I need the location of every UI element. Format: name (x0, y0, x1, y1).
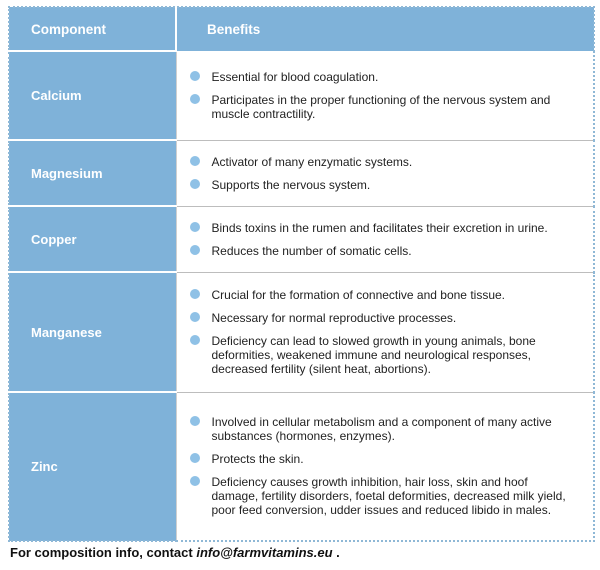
benefits-cell (176, 206, 594, 272)
table-row (9, 392, 594, 541)
footer-suffix: . (336, 545, 340, 560)
benefits-list (177, 221, 576, 258)
bullet-dot-icon (190, 416, 200, 426)
contact-footer (10, 545, 340, 560)
bullet-dot-icon (190, 71, 200, 81)
benefits-cell (176, 392, 594, 541)
benefit-item (177, 415, 576, 443)
benefit-item (177, 244, 576, 258)
benefit-item (177, 178, 576, 192)
benefits-cell (176, 51, 594, 140)
bullet-dot-icon (190, 156, 200, 166)
component-name: Calcium (9, 51, 176, 140)
benefit-text: Reduces the number of somatic cells. (211, 243, 412, 258)
benefits-list (177, 288, 576, 376)
benefit-text: Crucial for the formation of connective and bone tissue. (211, 288, 505, 302)
bullet-dot-icon (190, 335, 200, 345)
benefit-text: Supports the nervous system. (211, 177, 371, 192)
benefit-text: Binds toxins in the rumen and facilitates their excretion in urine. (211, 220, 548, 235)
bullet-dot-icon (190, 476, 200, 486)
benefit-item (177, 452, 576, 466)
contact-email[interactable]: info@farmvitamins.eu (196, 545, 333, 560)
table-header-row (9, 7, 594, 51)
benefits-cell (176, 272, 594, 392)
benefit-item (177, 475, 576, 517)
bullet-dot-icon (190, 289, 200, 299)
bullet-dot-icon (190, 312, 200, 322)
benefit-item (177, 221, 576, 235)
component-name: Manganese (9, 272, 176, 392)
component-name: Magnesium (9, 140, 176, 206)
benefit-text: Protects the skin. (211, 452, 304, 467)
benefit-text: Participates in the proper functioning of the nervous system and muscle contractility. (211, 93, 551, 121)
benefits-list (177, 155, 576, 192)
header-benefits: Benefits (176, 7, 594, 51)
benefits-cell (176, 140, 594, 206)
table-body (9, 51, 594, 541)
benefit-text: Involved in cellular metabolism and a component of many active substances (hormones, enzymes). (211, 415, 552, 444)
benefit-text: Activator of many enzymatic systems. (211, 154, 413, 169)
benefit-text: Essential for blood coagulation. (211, 70, 379, 84)
bullet-dot-icon (190, 453, 200, 463)
benefit-text: Necessary for normal reproductive processes. (211, 311, 457, 325)
benefits-list (177, 415, 576, 517)
benefit-text: Deficiency causes growth inhibition, hair loss, skin and hoof damage, fertility disorders, foetal deformities, decreased milk yield, poor feed conversion, udder issues and reduced libido in males. (211, 475, 566, 518)
component-name: Zinc (9, 392, 176, 541)
bullet-dot-icon (190, 245, 200, 255)
benefits-list (177, 70, 576, 121)
bullet-dot-icon (190, 94, 200, 104)
benefit-item (177, 288, 576, 302)
benefit-text: Deficiency can lead to slowed growth in young animals, bone deformities, weakened immune and neurological responses, decreased fertility (silent heat, abortions). (211, 334, 536, 376)
component-name: Copper (9, 206, 176, 272)
table-row (9, 272, 594, 392)
benefit-item (177, 70, 576, 84)
table-row (9, 140, 594, 206)
benefit-item (177, 93, 576, 121)
table-row (9, 206, 594, 272)
benefit-item (177, 155, 576, 169)
bullet-dot-icon (190, 179, 200, 189)
benefit-item (177, 311, 576, 325)
header-component: Component (9, 7, 176, 51)
bullet-dot-icon (190, 222, 200, 232)
components-table (8, 6, 595, 542)
benefit-item (177, 334, 576, 376)
table-row (9, 51, 594, 140)
footer-text: For composition info, contact (10, 545, 193, 560)
document-page (8, 6, 593, 542)
